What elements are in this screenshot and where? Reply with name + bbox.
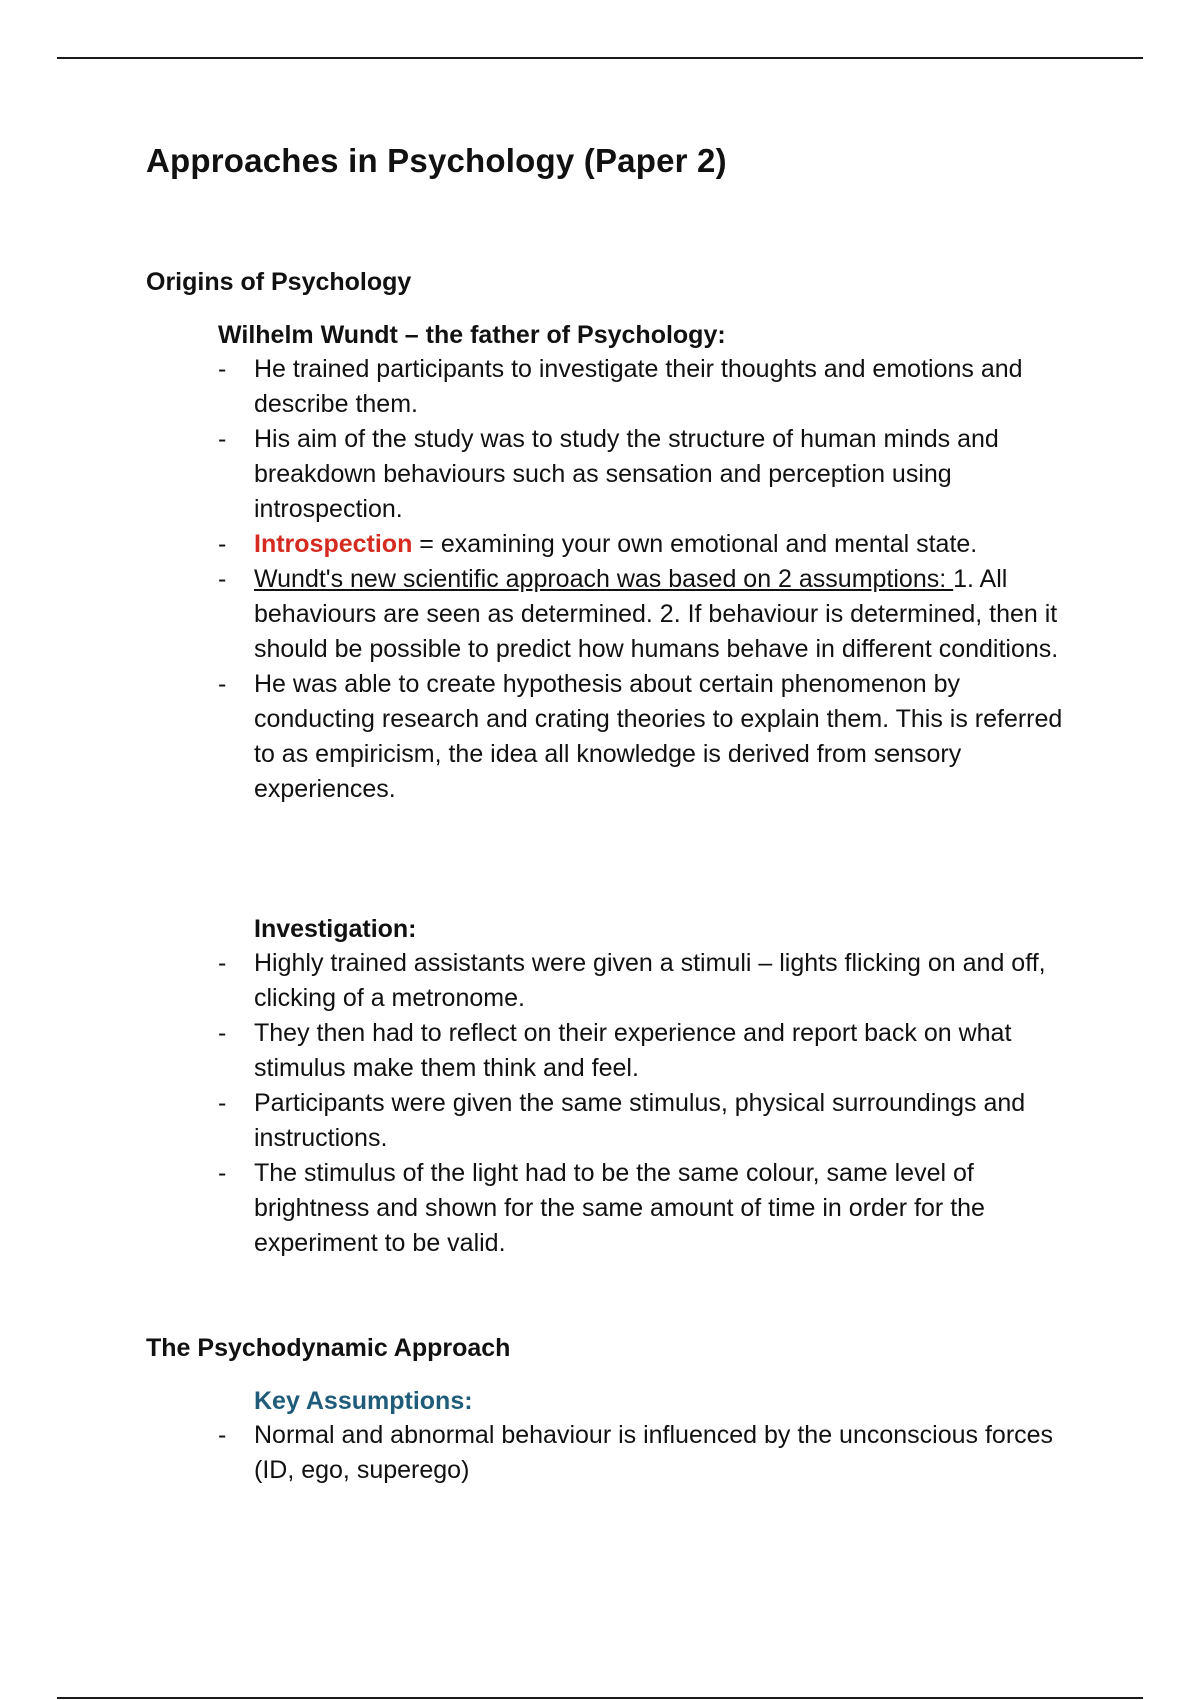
top-rule <box>57 57 1143 59</box>
list-item-text: He was able to create hypothesis about certain phenomenon by conducting research and crating theories to explain them. This is referred to as empiricism, the idea all knowledge is derived from sensory experiences. <box>254 670 1063 803</box>
list-item <box>218 1016 1078 1086</box>
psychodynamic-bullet-list <box>218 1418 1078 1488</box>
list-item-text: Normal and abnormal behaviour is influenced by the unconscious forces (ID, ego, superego) <box>254 1421 1054 1484</box>
list-item <box>218 946 1078 1016</box>
dash-marker: - <box>218 1019 227 1047</box>
document-title: Approaches in Psychology (Paper 2) <box>146 142 727 179</box>
dash-marker: - <box>218 1421 227 1449</box>
introspection-term: Introspection <box>254 530 413 558</box>
assumptions-text: 1. All behaviours are seen as determined. 2. If behaviour is determined, then it should be possible to predict how humans behave in different conditions. <box>254 565 1059 663</box>
investigation-heading: Investigation: <box>254 915 417 943</box>
list-item-text: He trained participants to investigate their thoughts and emotions and describe them. <box>254 355 1023 418</box>
list-item-text: His aim of the study was to study the structure of human minds and breakdown behaviours such as sensation and perception using introspection. <box>254 425 999 523</box>
key-assumptions-heading: Key Assumptions: <box>254 1387 473 1415</box>
dash-marker: - <box>218 949 227 977</box>
psychodynamic-block <box>218 1384 1078 1488</box>
wundt-heading: Wilhelm Wundt – the father of Psychology: <box>218 321 726 349</box>
list-item <box>218 422 1078 527</box>
list-item-text: The stimulus of the light had to be the same colour, same level of brightness and shown for the same amount of time in order for the experiment to be valid. <box>254 1159 985 1257</box>
list-item-text: They then had to reflect on their experience and report back on what stimulus make them think and feel. <box>254 1019 1012 1082</box>
dash-marker: - <box>218 565 227 593</box>
dash-marker: - <box>218 425 227 453</box>
section-heading-psychodynamic: The Psychodynamic Approach <box>146 1334 511 1362</box>
section-heading-origins: Origins of Psychology <box>146 268 412 296</box>
list-item-assumptions <box>218 562 1078 667</box>
list-item-text: Highly trained assistants were given a stimuli – lights flicking on and off, clicking of a metronome. <box>254 949 1046 1012</box>
bottom-rule <box>57 1697 1143 1699</box>
list-item <box>218 667 1078 807</box>
dash-marker: - <box>218 1159 227 1187</box>
wundt-bullet-list <box>218 352 1078 807</box>
list-item-text: Participants were given the same stimulus, physical surroundings and instructions. <box>254 1089 1026 1152</box>
list-item <box>218 1156 1078 1261</box>
dash-marker: - <box>218 670 227 698</box>
list-item <box>218 352 1078 422</box>
assumptions-label: Wundt's new scientific approach was based on 2 assumptions: <box>254 565 954 593</box>
introspection-definition: = examining your own emotional and mental state. <box>412 530 978 558</box>
investigation-bullet-list <box>218 946 1078 1261</box>
wundt-block <box>218 318 1078 807</box>
dash-marker: - <box>218 1089 227 1117</box>
dash-marker: - <box>218 355 227 383</box>
dash-marker: - <box>218 530 227 558</box>
list-item <box>218 1086 1078 1156</box>
list-item <box>218 1418 1078 1488</box>
investigation-block <box>218 912 1078 1261</box>
list-item-introspection <box>218 527 1078 562</box>
